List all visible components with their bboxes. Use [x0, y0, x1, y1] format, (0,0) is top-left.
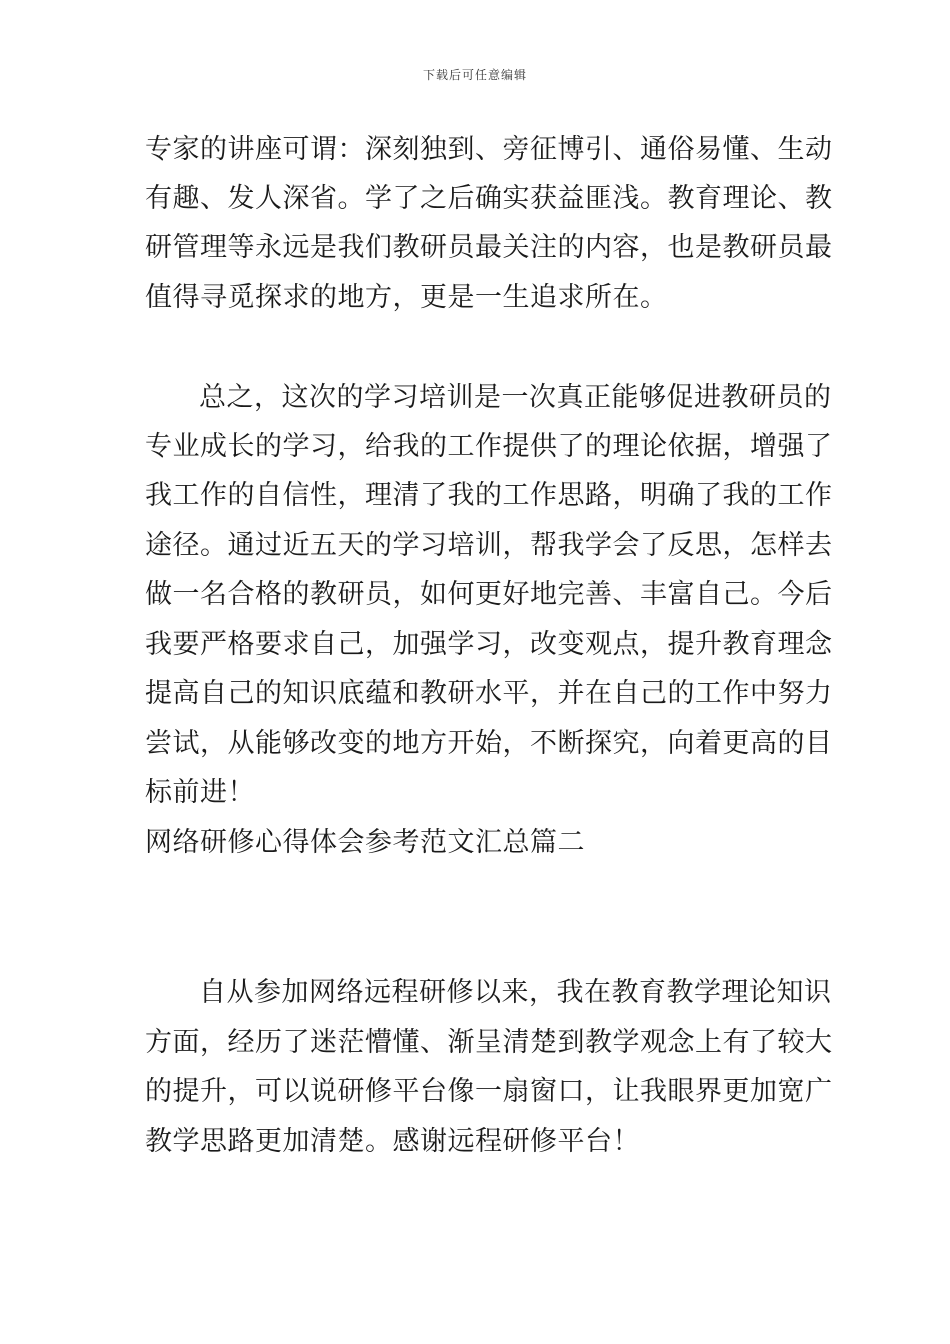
paragraph-3-line-1: 自从参加网络远程研修以来，我在教育教学理论知识: [199, 977, 832, 1008]
paragraph-1-line-3: 研管理等永远是我们教研员最关注的内容，也是教研员最: [145, 232, 833, 263]
paragraph-2-line-6: 我要严格要求自己，加强学习，改变观点，提升教育理念: [145, 629, 833, 660]
paragraph-2-line-3: 我工作的自信性，理清了我的工作思路，明确了我的工作: [145, 480, 833, 511]
paragraph-2-line-8: 尝试，从能够改变的地方开始，不断探究，向着更高的目: [145, 728, 833, 759]
section-title: 网络研修心得体会参考范文汇总篇二: [145, 827, 585, 858]
paragraph-2-line-2: 专业成长的学习，给我的工作提供了的理论依据，增强了: [145, 431, 833, 462]
paragraph-2-line-5: 做一名合格的教研员，如何更好地完善、丰富自己。今后: [145, 579, 833, 610]
paragraph-2-line-1: 总之，这次的学习培训是一次真正能够促进教研员的: [199, 382, 832, 413]
header-note: 下载后可任意编辑: [422, 68, 527, 82]
paragraph-3-line-3: 的提升，可以说研修平台像一扇窗口，让我眼界更加宽广: [145, 1076, 833, 1107]
paragraph-2-line-4: 途径。通过近五天的学习培训，帮我学会了反思，怎样去: [145, 530, 833, 561]
paragraph-3-line-4: 教学思路更加清楚。感谢远程研修平台！: [145, 1126, 640, 1157]
paragraph-1-line-2: 有趣、发人深省。学了之后确实获益匪浅。教育理论、教: [145, 183, 833, 214]
paragraph-1-line-1: 专家的讲座可谓：深刻独到、旁征博引、通俗易懂、生动: [145, 134, 833, 165]
paragraph-2-line-9: 标前进！: [145, 777, 255, 808]
paragraph-3-line-2: 方面，经历了迷茫懵懂、渐呈清楚到教学观念上有了较大: [145, 1027, 833, 1058]
paragraph-1-line-4: 值得寻觅探求的地方，更是一生追求所在。: [145, 282, 668, 313]
paragraph-2-line-7: 提高自己的知识底蕴和教研水平，并在自己的工作中努力: [145, 678, 833, 709]
